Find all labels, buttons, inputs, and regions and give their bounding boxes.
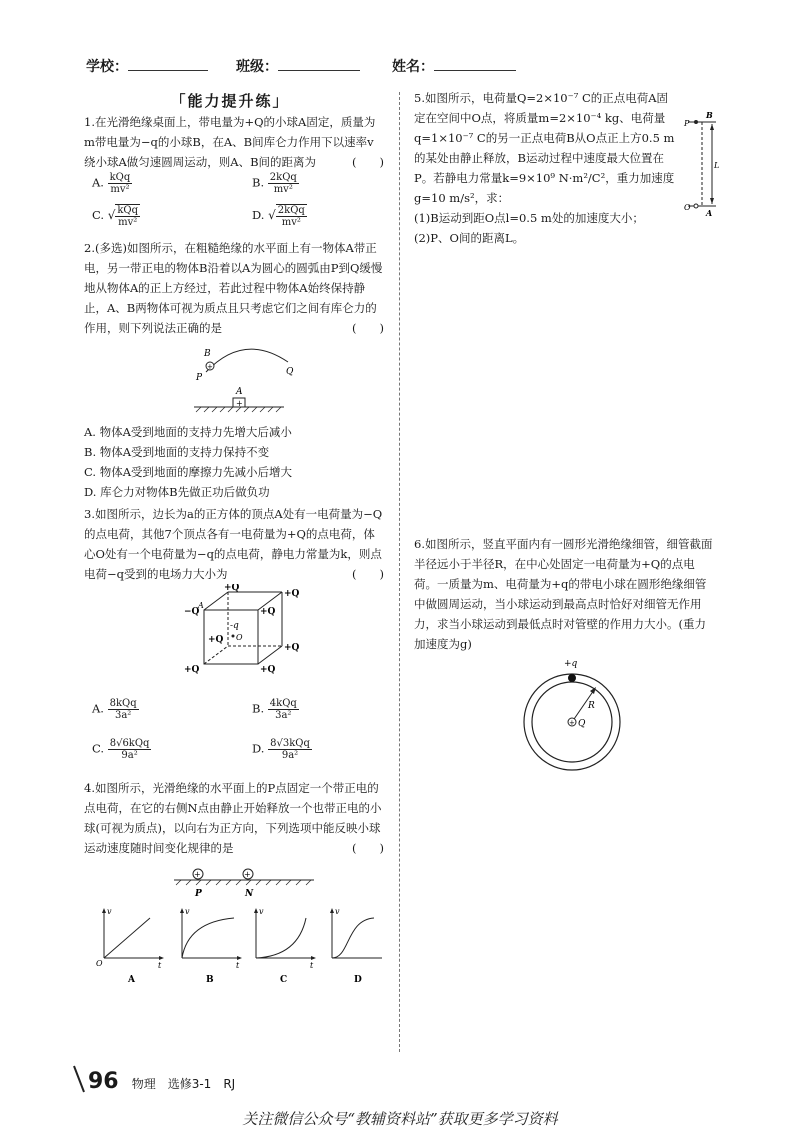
q4-graph-a-label: A xyxy=(128,975,135,985)
q2-stem: 2.(多选)如图所示，在粗糙绝缘的水平面上有一物体A带正电，另一带正电的物体B沿着以A为圆心的圆弧由P到Q缓慢地从物体A的正上方经过，若此过程中物体A始终保持静止，A、B两物体可视为质点且只考虑它们之间有库仑力的作用，则下列说法正确的是 xyxy=(84,241,383,335)
q5-sub2: (2)P、O间的距离L。 xyxy=(414,231,525,245)
q2-fig-p: P xyxy=(196,373,203,383)
q2-answer-paren[interactable]: ( ) xyxy=(352,321,384,335)
q4-fig-n: N xyxy=(245,889,254,899)
q4-axis-t: t xyxy=(236,961,240,970)
q5-arrow-down-icon xyxy=(710,198,714,204)
q1-c-frac xyxy=(115,204,140,228)
school-label: 学校： xyxy=(86,59,128,75)
q5-sub1: (1)B运动到距O点l=0.5 m处的加速度大小； xyxy=(414,211,644,225)
plus-icon: + xyxy=(569,719,575,727)
q3-c-frac xyxy=(108,738,152,761)
class-label: 班级： xyxy=(236,59,278,75)
q5-fig-a: A xyxy=(706,208,713,218)
q1-options-row1 xyxy=(84,172,384,204)
plus-icon: + xyxy=(236,399,243,408)
section-title: 「能力提升练」 xyxy=(170,92,290,110)
class-field[interactable] xyxy=(278,70,360,71)
q3-label-plusq: +Q xyxy=(284,643,300,653)
plus-icon: + xyxy=(244,870,251,879)
q3-label-o: O xyxy=(236,633,243,642)
plus-icon: + xyxy=(194,870,201,879)
q4-axis-v: v xyxy=(107,907,112,916)
q4-graph-b-label: B xyxy=(206,975,214,985)
q2-option-d[interactable]: D. 库仑力对物体B先做正功后做负功 xyxy=(84,485,270,499)
question-4 xyxy=(84,778,384,858)
school-field[interactable] xyxy=(128,70,208,71)
q6-ball xyxy=(568,674,576,682)
q3-options-row2 xyxy=(84,738,384,778)
q4-axis-o: O xyxy=(96,959,103,968)
q1-c-label: C. xyxy=(92,208,105,222)
sqrt-icon: √ xyxy=(268,208,276,222)
q1-option-c[interactable] xyxy=(92,204,140,228)
q3-label-minusq: −Q xyxy=(184,607,200,617)
q1-b-label: B. xyxy=(252,175,265,190)
q3-a-label: A. xyxy=(92,701,104,716)
q3-label-plusq: +Q xyxy=(208,635,224,645)
q2-figure xyxy=(84,338,384,416)
q1-a-num: kQq xyxy=(109,172,131,183)
q3-label-plusq: +Q xyxy=(224,584,240,593)
q3-label-plusq: +Q xyxy=(184,665,200,675)
q5-fig-b: B xyxy=(706,110,713,120)
student-info-header xyxy=(0,56,800,76)
q1-b-num: 2kQq xyxy=(269,172,297,183)
q3-a-num: 8kQq xyxy=(109,698,137,709)
q3-d-den: 9a² xyxy=(281,750,299,761)
q4-graph-d-label: D xyxy=(354,975,362,985)
q3-d-num: 8√3kQq xyxy=(270,738,310,749)
q1-d-frac xyxy=(276,204,307,228)
q4-graph-c-label: C xyxy=(280,975,288,985)
q1-options-row2 xyxy=(84,204,384,236)
q4-axis-v: v xyxy=(335,907,340,916)
q1-option-d[interactable] xyxy=(252,204,307,228)
q3-cube xyxy=(204,592,282,664)
q3-option-b[interactable] xyxy=(252,698,299,721)
q1-d-num: 2kQq xyxy=(277,205,305,216)
q3-label-minus-q: -q xyxy=(230,621,239,631)
q4-axis-v: v xyxy=(259,907,264,916)
q3-options-row1 xyxy=(84,698,384,738)
q4-fig-p: P xyxy=(195,889,202,899)
left-column xyxy=(84,112,384,994)
q2-fig-q: Q xyxy=(286,367,294,377)
q1-c-num: kQq xyxy=(117,205,139,216)
q3-b-frac xyxy=(268,698,299,721)
q3-c-num: 8√6kQq xyxy=(109,738,150,749)
q3-label-plusq: +Q xyxy=(260,607,276,617)
column-divider xyxy=(399,92,400,1052)
q6-fig-q: Q xyxy=(578,719,586,729)
question-1 xyxy=(84,112,384,172)
q4-axis-t: t xyxy=(310,961,314,970)
q1-option-b[interactable] xyxy=(252,172,299,195)
q3-option-d[interactable] xyxy=(252,738,312,761)
q1-c-den: mv² xyxy=(118,217,138,228)
q5-fig-p: P xyxy=(684,119,690,128)
q3-label-plusq: +Q xyxy=(260,665,276,675)
question-6 xyxy=(414,534,714,790)
q2-fig-a: A xyxy=(236,387,243,397)
q3-option-a[interactable] xyxy=(92,698,139,721)
q1-a-den: mv² xyxy=(110,184,130,195)
q2-option-b[interactable]: B. 物体A受到地面的支持力保持不变 xyxy=(84,445,270,459)
q3-d-label: D. xyxy=(252,741,265,756)
q2-fig-b: B xyxy=(204,349,211,359)
sqrt-icon: √ xyxy=(107,208,116,222)
q5-point-p xyxy=(694,120,698,124)
q4-axis-t: t xyxy=(158,961,162,970)
q6-fig-r: R xyxy=(588,701,595,711)
q3-b-label: B. xyxy=(252,701,265,716)
q3-label-a: A xyxy=(198,601,204,610)
q3-label-plusq: +Q xyxy=(284,589,300,599)
q4-graph-d[interactable] xyxy=(330,907,382,985)
q4-figure xyxy=(84,858,384,988)
q3-b-den: 3a² xyxy=(275,710,292,721)
q3-stem: 3.如图所示，边长为a的正方体的顶点A处有一电荷量为−Q的点电荷，其他7个顶点各有一电荷量为+Q的点电荷，体心O处有一个电荷量为−q的点电荷，静电力常量为k，则点电荷−q受到的电场力大小为 xyxy=(84,507,383,581)
q1-a-frac xyxy=(108,172,133,195)
q1-a-label: A. xyxy=(92,175,104,190)
book-subject: 物理 选修3-1 RJ xyxy=(131,1077,236,1091)
q4-graph-b[interactable] xyxy=(180,907,242,985)
q5-stem: 5.如图所示，电荷量Q=2×10⁻⁷ C的正点电荷A固定在空间中O点，将质量m=2×10⁻⁴ kg、电荷量q=1×10⁻⁷ C的另一正点电荷B从O点正上方0.5 m的某处由静止释放，B运动过程中速度最大位置在P。若静电力常量k=9×10⁹ N·m²/C²，重力加速度g=10 m/s²，求： xyxy=(414,91,675,205)
watermark-text: 关注微信公众号“教辅资料站”获取更多学习资料 xyxy=(242,1110,558,1128)
q4-graph-c[interactable] xyxy=(254,907,316,985)
q3-option-c[interactable] xyxy=(92,738,151,761)
q1-answer-paren[interactable]: ( ) xyxy=(352,155,384,169)
q5-figure xyxy=(682,102,722,222)
q2-option-a[interactable]: A. 物体A受到地面的支持力先增大后减小 xyxy=(84,425,292,439)
q1-b-den: mv² xyxy=(273,184,293,195)
q6-figure xyxy=(414,654,714,784)
name-field[interactable] xyxy=(434,70,516,71)
q3-answer-paren[interactable]: ( ) xyxy=(352,567,384,581)
q3-c-label: C. xyxy=(92,741,105,756)
q3-d-frac xyxy=(268,738,312,761)
q6-stem: 6.如图所示，竖直平面内有一圆形光滑绝缘细管，细管截面半径远小于半径R，在中心处固定一电荷量为+Q的点电荷。一质量为m、电荷量为+q的带电小球在圆形绝缘细管中做圆周运动，当小球运动到最高点时恰好对细管无作用力，求当小球运动到最低点时对管壁的作用力大小。(重力加速度为g) xyxy=(414,537,713,651)
name-label: 姓名： xyxy=(392,59,434,75)
q1-option-a[interactable] xyxy=(92,172,132,195)
q3-c-den: 9a² xyxy=(121,750,138,761)
q3-center-dot xyxy=(232,635,235,638)
q4-surface-hatch xyxy=(176,880,311,885)
q4-graph-a[interactable] xyxy=(96,907,164,985)
q2-option-c[interactable]: C. 物体A受到地面的摩擦力先减小后增大 xyxy=(84,465,293,479)
q3-a-frac xyxy=(108,698,139,721)
page-number: 96 xyxy=(88,1069,119,1094)
q1-d-den: mv² xyxy=(281,217,301,228)
question-3 xyxy=(84,504,384,584)
q5-point-o xyxy=(694,204,698,208)
q1-b-frac xyxy=(268,172,299,195)
q5-fig-l: L xyxy=(714,161,720,170)
q3-a-den: 3a² xyxy=(114,710,132,721)
q5-fig-o: O xyxy=(684,203,691,212)
question-2 xyxy=(84,238,384,338)
q4-answer-paren[interactable]: ( ) xyxy=(352,841,384,855)
q2-arc xyxy=(206,349,288,372)
q3-cube-figure xyxy=(84,584,384,692)
question-5 xyxy=(414,88,678,208)
q1-stem: 1.在光滑绝缘桌面上，带电量为+Q的小球A固定，质量为m带电量为−q的小球B，在A、B间库仑力作用下以速率v绕小球A做匀速圆周运动，则A、B间的距离为 xyxy=(84,115,376,169)
page-footer xyxy=(88,1069,235,1094)
q4-axis-v: v xyxy=(185,907,190,916)
q3-b-num: 4kQq xyxy=(269,698,297,709)
right-column xyxy=(414,88,720,729)
plus-icon: + xyxy=(207,363,213,371)
q4-stem: 4.如图所示，光滑绝缘的水平面上的P点固定一个带正电的点电荷，在它的右侧N点由静止开始释放一个也带正电的小球(可视为质点)，以向右为正方向，下列选项中能反映小球运动速度随时间变化规律的是 xyxy=(84,781,382,855)
q6-fig-plusq: +q xyxy=(564,659,578,669)
q1-d-label: D. xyxy=(252,208,265,222)
